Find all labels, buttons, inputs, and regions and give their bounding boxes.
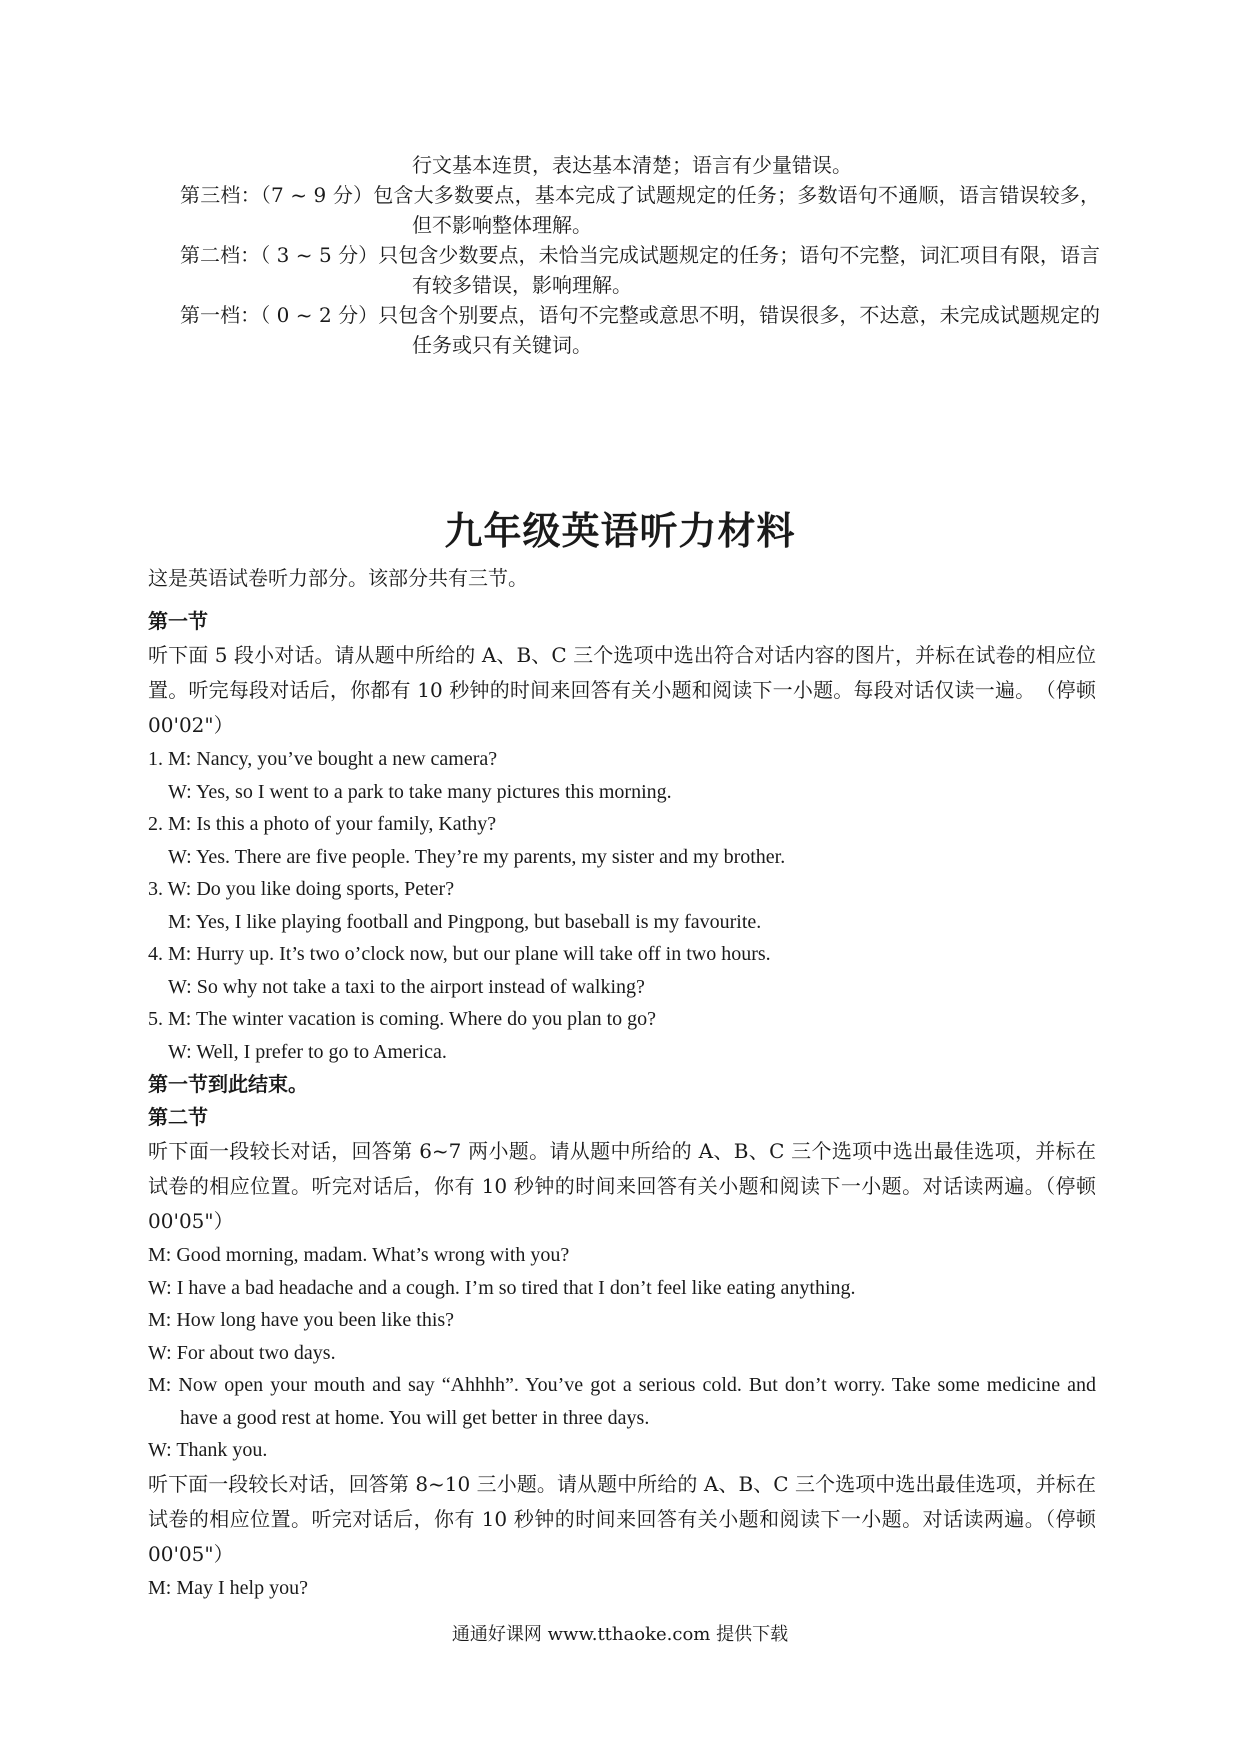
band-text: 包含大多数要点，基本完成了试题规定的任务；多数语句不通顺，语言错误较多，但不影响整体理解。 [373,183,1100,237]
section-2-instruction-2: 听下面一段较长对话，回答第 8~10 三小题。请从题中所给的 A、B、C 三个选项中选出最佳选项，并标在试卷的相应位置。听完对话后，你有 10 秒钟的时间来回答有关小题和阅读下一小题。对话读两遍。（停顿 00'05"） [148,1471,1096,1566]
dialogue-3-question: 3. W: Do you like doing sports, Peter? [148,878,455,900]
section-1-dialogues [148,743,1096,1068]
section-2-instruction-1: 听下面一段较长对话，回答第 6~7 两小题。请从题中所给的 A、B、C 三个选项中选出最佳选项，并标在试卷的相应位置。听完对话后，你有 10 秒钟的时间来回答有关小题和阅读下一小题。对话读两遍。（停顿 00'05"） [148,1139,1096,1233]
dialogue-1-answer: W: Yes, so I went to a park to take many pictures this morning. [168,780,672,803]
dialogue-4-question: 4. M: Hurry up. It’s two o’clock now, but our plane will take off in two hours. [148,943,771,965]
band-label: 第二档：（ 3 ~ 5 分） [180,243,379,267]
dialogue-1-question: 1. M: Nancy, you’ve bought a new camera? [148,748,498,770]
conversation-line: M: May I help you? [148,1576,308,1599]
rubric-band-2 [180,240,1100,300]
dialogue-4-answer: W: So why not take a taxi to the airport instead of walking? [168,975,645,998]
conversation-line: W: I have a bad headache and a cough. I’m so tired that I don’t feel like eating anything. [148,1276,856,1299]
rubric-continuation: 行文基本连贯，表达基本清楚；语言有少量错误。 [412,153,852,177]
section-1-heading: 第一节 [148,609,208,633]
section-2-heading: 第二节 [148,1105,208,1129]
band-label: 第三档：（7 ~ 9 分） [180,183,374,207]
band-text: 只包含少数要点，未恰当完成试题规定的任务；语句不完整，词汇项目有限，语言有较多错误，影响理解。 [378,243,1100,297]
band-label: 第一档：（ 0 ~ 2 分） [180,303,379,327]
dialogue-3-answer: M: Yes, I like playing football and Pingpong, but baseball is my favourite. [168,910,762,933]
intro-text: 这是英语试卷听力部分。该部分共有三节。 [148,566,528,590]
conversation-line: M: Now open your mouth and say “Ahhhh”. You’ve got a serious cold. But don’t worry. Take some medicine and have a good rest at home. You will get better in three days. [148,1374,1096,1429]
rubric-band-3 [180,180,1100,240]
page-title: 九年级英语听力材料 [444,509,796,553]
band-text: 只包含个别要点，语句不完整或意思不明，错误很多，不达意，未完成试题规定的任务或只有关键词。 [378,303,1100,357]
section-1-instruction: 听下面 5 段小对话。请从题中所给的 A、B、C 三个选项中选出符合对话内容的图片，并标在试卷的相应位置。听完每段对话后，你都有 10 秒钟的时间来回答有关小题和阅读下一小题。每段对话仅读一遍。 （停顿 00'02"） [148,643,1096,737]
conversation-line: M: Good morning, madam. What’s wrong with you? [148,1244,570,1266]
conversation-line: M: How long have you been like this? [148,1309,455,1331]
conversation-line: W: For about two days. [148,1341,336,1364]
conversation-line: W: Thank you. [148,1439,268,1461]
conversation-1 [148,1239,1096,1467]
listening-material [148,562,1096,1604]
page-footer: 通通好课网 www.tthaoke.com 提供下载 [451,1624,789,1645]
dialogue-5-question: 5. M: The winter vacation is coming. Where do you plan to go? [148,1008,657,1030]
scoring-rubric [180,150,1100,360]
dialogue-5-answer: W: Well, I prefer to go to America. [168,1040,447,1063]
dialogue-2-question: 2. M: Is this a photo of your family, Kathy? [148,813,497,835]
section-1-end: 第一节到此结束。 [148,1072,308,1096]
dialogue-2-answer: W: Yes. There are five people. They’re my parents, my sister and my brother. [168,845,786,868]
rubric-band-1 [180,300,1100,360]
conversation-2 [148,1572,1096,1605]
